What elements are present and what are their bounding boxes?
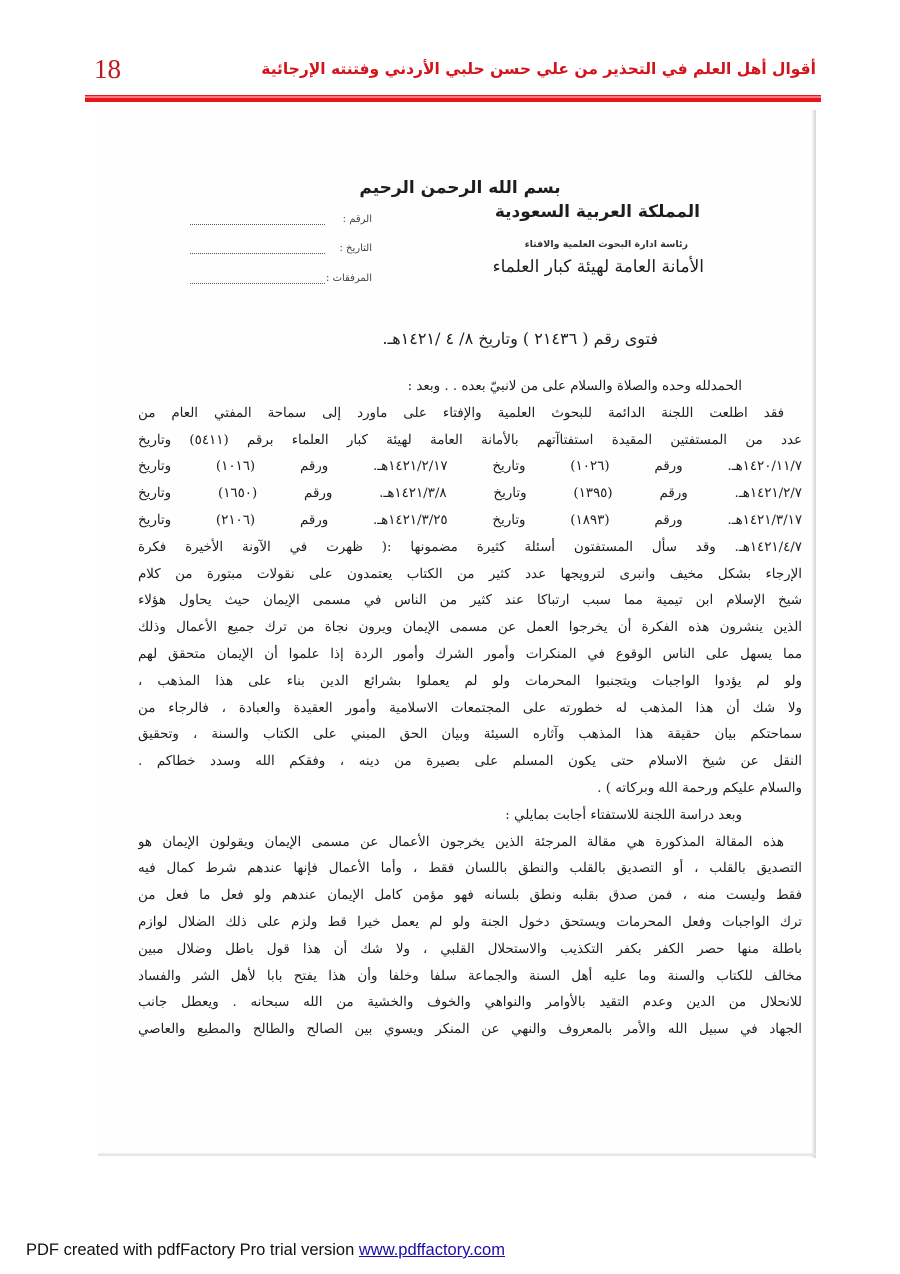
body-line: سماحتكم بيان حقيقة هذا المذهب وآثاره السيئة وبيان الحق المبني على الكتاب والسنة ، وتحقيق [138,727,802,743]
body-line: للانحلال من الدين وعدم التقيد بالأوامر والنواهي والخوف والخشية من الله سبحانه . ويعطل جانب [138,995,802,1011]
pdffactory-link[interactable]: www.pdffactory.com [358,1241,505,1259]
body-line: النقل عن شيخ الاسلام حتى يكون المسلم على بصيرة من دينه ، وفقكم الله وسدد خطاكم . [138,754,802,770]
body-line: ١٤٢١/٤/٧هـ. وقد سأل المستفتون أسئلة كثيرة مضمونها :( ظهرت في الآونة الأخيرة فكرة [138,539,802,555]
body-line: ١٤٢١/٢/٧هـ. ورقم (١٣٩٥) وتاريخ ١٤٢١/٣/٨هـ. ورقم (١٦٥٠) وتاريخ [138,486,802,502]
body-line: هذه المقالة المذكورة هي مقالة المرجئة الذين يخرجون الأعمال عن مسمى الإيمان ويقولون الإيمان هو [138,834,784,850]
page-number: 18 [94,54,121,84]
body-line: باطلة منها حصر الكفر بكفر التكذيب والاستحلال القلبي ، ولا شك أن هذا قول باطل وضلال مبين [138,941,802,957]
header-rule-highlight [85,96,821,98]
running-title: أقوال أهل العلم في التحذير من علي حسن حلبي الأردني وفتنته الإرجائية [261,60,816,78]
body-line: مما يسهل على الناس الوقوع في المنكرات وأمور الشرك وأمور الردة إذا علموا أن الإيمان متحقق لهم [138,646,802,662]
letterhead-presidency: رئاسة ادارة البحوث العلمية والافتاء [524,239,688,250]
letterhead-kingdom: المملكة العربية السعودية [494,202,700,222]
body-line: الذين ينشرون هذه الفكرة أن يخرجوا العمل عن مسمى الإيمان ويرون نجاة من ترك جميع الأعمال وذلك [138,620,802,636]
field-number-blank [190,216,325,225]
fatwa-reference: فتوى رقم ( ٢١٤٣٦ ) وتاريخ ٨/ ٤ /١٤٢١هـ. [382,329,658,348]
body-line: الجهاد في سبيل الله والأمر بالمعروف والنهي عن المنكر ويسوي بين الصالح والطالح والمطيع والعاصي [138,1022,802,1038]
body-line: مخالف للكتاب والسنة وما عليه أهل السنة والجماعة سلفا وخلفا وأن هذا يفتح بابا لأهل الشر والفساد [138,968,802,984]
scan-edge-bottom [98,1153,816,1156]
body-line: والسلام عليكم ورحمة الله وبركاته ) . [597,780,802,796]
scan-edge-shadow [812,110,816,1158]
field-date-label: التاريخ : [339,243,372,254]
field-date [190,243,372,261]
field-number-label: الرقم : [342,214,372,225]
body-line: عدد من المستفتين المقيدة استفتاآتهم بالأمانة العامة لهيئة كبار العلماء برقم (٥٤١١) وتاريخ [138,432,802,448]
body-line: الإرجاء بشكل مخيف وانبرى لترويجها عدد كثير من الكتاب يعتمدون على نقولات مبتورة من كلام [138,566,802,582]
body-line: ولا شك أن هذا المذهب له خطورته على المجتمعات الاسلامية وأمور العقيدة والعبادة ، فالرجاء من [138,700,802,716]
body-line: الحمدلله وحده والصلاة والسلام على من لانبيّ بعده . . وبعد : [407,379,742,394]
fatwa-body [138,374,802,1044]
field-date-blank [190,245,325,254]
footer-text: PDF created with pdfFactory Pro trial version [26,1241,359,1259]
field-attachments-label: المرفقات : [326,273,372,284]
body-line: فقد اطلعت اللجنة الدائمة للبحوث العلمية والإفتاء على ماورد إلى سماحة المفتي العام من [138,405,784,421]
body-line: ولو لم يؤدوا الواجبات ويتجنبوا المحرمات ولو لم يعملوا بشرائع الدين بناء على هذا المذهب ، [138,673,802,689]
body-line: ١٤٢١/٣/١٧هـ. ورقم (١٨٩٣) وتاريخ ١٤٢١/٣/٢٥هـ. ورقم (٢١٠٦) وتاريخ [138,512,802,528]
field-number [190,214,372,232]
field-attachments [190,273,372,291]
basmala: بسم الله الرحمن الرحيم [359,178,561,198]
letterhead-secretariat: الأمانة العامة لهيئة كبار العلماء [492,257,704,277]
body-line: التصديق بالقلب ، أو التصديق بالقلب والنطق باللسان فقط ، وأما الأعمال فإنها عندهم شرط كمال فيه [138,861,802,877]
pdf-footer [26,1241,505,1260]
body-line: ١٤٢٠/١١/٧هـ. ورقم (١٠٢٦) وتاريخ ١٤٢١/٢/١٧هـ. ورقم (١٠١٦) وتاريخ [138,459,802,475]
body-line: ترك الواجبات وفعل المحرمات ويستحق دخول الجنة ولو لم يعمل خيرا قط ولزم على ذلك الضلال لوازم [138,914,802,930]
body-line: شيخ الإسلام ابن تيمية مما سبب ارتباكا عند كثير من الناس في مسمى الإيمان حيث يحاول هؤلاء [138,593,802,609]
body-line: فقط وليست منه ، فمن صدق بقلبه ونطق بلسانه فهو مؤمن كامل الإيمان عندهم ولو فعل ما فعل من [138,888,802,904]
body-line: وبعد دراسة اللجنة للاستفتاء أجابت بمايلي : [505,807,742,823]
field-attachments-blank [190,275,325,284]
